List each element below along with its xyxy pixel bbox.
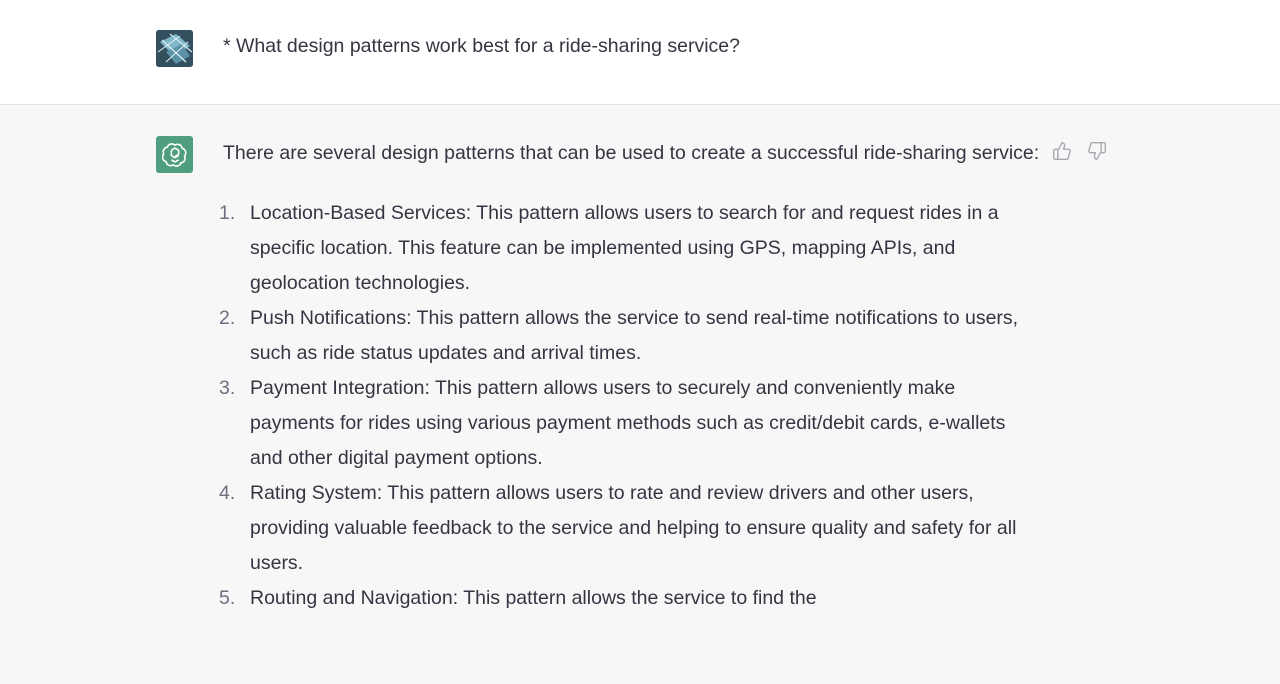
thumbs-down-button[interactable] <box>1086 140 1108 162</box>
list-item-number: 3. <box>219 377 236 399</box>
list-item-number: 5. <box>219 587 236 609</box>
list-item <box>219 301 1043 371</box>
list-item <box>219 371 1043 476</box>
user-message-text: * What design patterns work best for a ride-sharing service? <box>223 35 740 57</box>
user-avatar <box>156 30 193 67</box>
list-item-text: Payment Integration: This pattern allows users to securely and conveniently make payments for rides using various payment methods such as credit/debit cards, e-wallets and other digital payment options. <box>250 377 1006 469</box>
list-item-text: Location-Based Services: This pattern allows users to search for and request rides in a specific location. This feature can be implemented using GPS, mapping APIs, and geolocation technologies. <box>250 202 999 294</box>
assistant-intro: There are several design patterns that can be used to create a successful ride-sharing service: <box>223 142 1040 164</box>
assistant-message-content <box>219 136 1043 616</box>
thumbs-down-icon <box>1087 141 1107 161</box>
list-item-text: Rating System: This pattern allows users to rate and review drivers and other users, providing valuable feedback to the service and helping to ensure quality and safety for all users. <box>250 482 1017 574</box>
user-message-row <box>0 0 1280 105</box>
list-item-number: 1. <box>219 202 236 224</box>
list-item-text: Push Notifications: This pattern allows the service to send real-time notifications to users, such as ride status updates and arrival times. <box>250 307 1019 364</box>
openai-logo-icon <box>162 142 188 168</box>
assistant-avatar <box>156 136 193 173</box>
list-item <box>219 196 1043 301</box>
numbered-list <box>219 196 1043 616</box>
list-item-number: 4. <box>219 482 236 504</box>
thumbs-up-button[interactable] <box>1051 140 1073 162</box>
list-item-text: Routing and Navigation: This pattern allows the service to find the <box>250 587 817 609</box>
thumbs-up-icon <box>1052 141 1072 161</box>
list-item <box>219 581 1043 616</box>
user-avatar-image <box>156 30 193 67</box>
assistant-message-row <box>0 105 1280 684</box>
list-item <box>219 476 1043 581</box>
list-item-number: 2. <box>219 307 236 329</box>
